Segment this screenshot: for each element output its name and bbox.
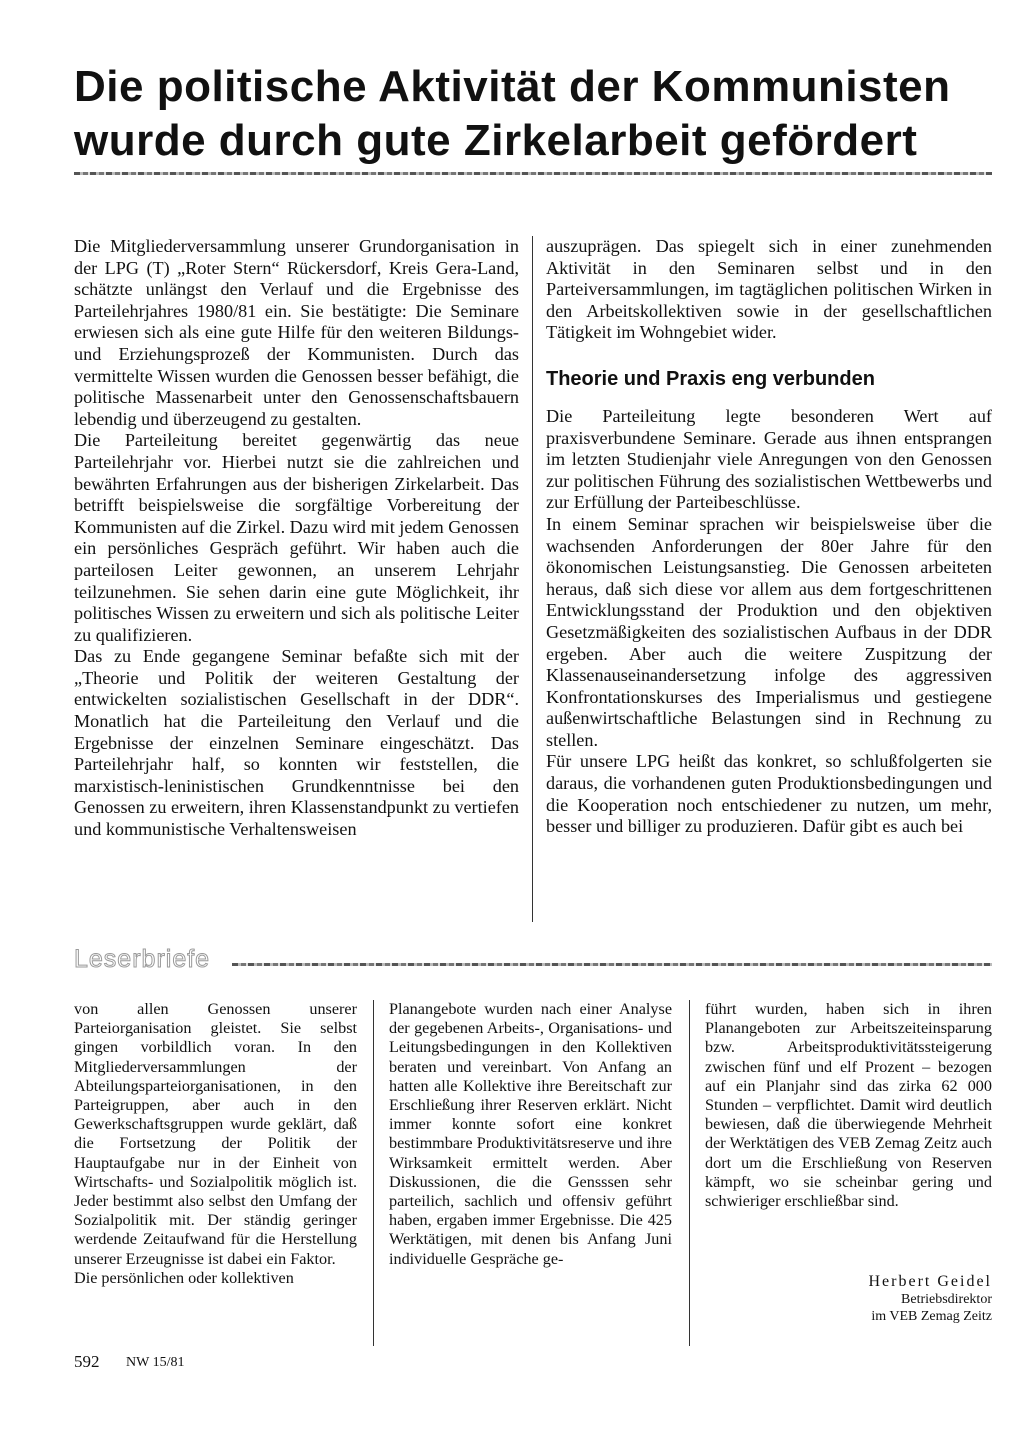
- letters-column-2: [389, 1000, 672, 1269]
- signature-role-line-1: Betriebsdirektor: [901, 1292, 992, 1307]
- title-line-1: Die politische Aktivität der Kommunisten: [74, 62, 951, 111]
- article-paragraph: Die Mitgliederversammlung unserer Grundorganisation in der LPG (T) „Roter Stern“ Rückersdorf, Kreis Gera-Land, schätzte unlängst den Verlauf und die Ergebnisse des Parteilehrjahres 1980/81 ein. Sie bestätigte: Die Seminare erwiesen sich als eine gute Hilfe für den weiteren Bildungs- und Erziehungsprozeß der Kommunisten. Durch das vermittelte Wissen wurden die Genossen besser befähigt, die politische Massenarbeit unter den Genossenschaftsbauern lebendig und überzeugend zu gestalten.: [74, 236, 519, 429]
- signature-role-line-2: im VEB Zemag Zeitz: [871, 1309, 992, 1324]
- signature-name: Herbert Geidel: [868, 1273, 992, 1290]
- letters-column-1: [74, 1000, 357, 1288]
- article-paragraph: In einem Seminar sprachen wir beispielsweise über die wachsenden Anforderungen der 80er Jahre für den ökonomischen Leistungsanstieg. Die Genossen arbeiteten heraus, daß sich diese vor allem aus dem fortgeschrittenen Entwicklungsstand der Produktion und den objektiven Gesetzmäßigkeiten des sozialistischen Aufbaus in der DDR ergeben. Aber auch die weitere Zuspitzung der Klassenauseinandersetzung infolge des aggressiven Konfrontationskurses des Imperialismus und gestiegene außenwirtschaftliche Belastungen sind in Rechnung zu stellen.: [546, 513, 992, 750]
- issue-reference: NW 15/81: [126, 1355, 185, 1370]
- article-paragraph: Die Parteileitung bereitet gegenwärtig das neue Parteilehrjahr vor. Hierbei nutzt sie die zahlreichen und bewährten Erfahrungen aus der bisherigen Zirkelarbeit. Das betrifft beispielsweise die sorgfältige Vorbereitung der Kommunisten auf die Zirkel. Dazu wird mit jedem Genossen ein persönliches Gespräch geführt. Wir haben auch die parteilosen Leiter gewonnen, an unserem Lehrjahr teilzunehmen. Sie sehen darin eine gute Möglichkeit, ihr politisches Wissen zu erweitern und sich als politische Leiter zu qualifizieren.: [74, 430, 519, 645]
- title-line-2: wurde durch gute Zirkelarbeit gefördert: [74, 116, 918, 165]
- article-column-divider: [532, 236, 533, 922]
- article-title: [74, 60, 974, 168]
- letters-column-divider-2: [689, 1000, 690, 1346]
- title-underline-rule: [74, 172, 992, 175]
- letter-paragraph: von allen Genossen unserer Parteiorganisation gleistet. Sie selbst gingen vorbildlich voran. In den Mitgliederversammlungen der Abteilungsparteiorganisationen, in den Parteigruppen, aber auch in den Gewerkschaftsgruppen wurde geklärt, daß die Fortsetzung der Politik der Hauptaufgabe nur in der Einheit von Wirtschafts- und Sozialpolitik möglich ist. Jeder bestimmt also selbst den Umfang der Sozialpolitik mit. Der ständig geringer werdende Zeitaufwand für die Herstellung unserer Erzeugnisse ist dabei ein Faktor.: [74, 1000, 357, 1268]
- article-paragraph: Für unsere LPG heißt das konkret, so schlußfolgerten sie daraus, die vorhandenen guten Produktionsbedingungen und die Kooperation noch entschiedener zu nutzen, um mehr, besser und billiger zu produzieren. Dafür gibt es auch bei: [546, 751, 992, 837]
- article-paragraph: auszuprägen. Das spiegelt sich in einer zunehmenden Aktivität in den Seminaren selbst und in den Parteiversammlungen, im tagtäglichen politischen Wirken in den Arbeitskollektiven sowie in der gesellschaftlichen Tätigkeit im Wohngebiet wider.: [546, 236, 992, 343]
- section-subheading: Theorie und Praxis eng verbunden: [546, 367, 875, 390]
- article-paragraph: Die Parteileitung legte besonderen Wert auf praxisverbundene Seminare. Gerade aus ihnen entsprangen im letzten Studienjahr viele Anregungen von den Genossen zur politischen Führung des sozialistischen Wettbewerbs und zur Erfüllung der Parteibeschlüsse.: [546, 405, 992, 513]
- letters-column-3: [705, 1000, 992, 1211]
- page-number: 592: [74, 1352, 100, 1371]
- letters-column-divider-1: [373, 1000, 374, 1346]
- letter-paragraph: Planangebote wurden nach einer Analyse der gegebenen Arbeits-, Organisations- und Leitungsbedingungen in den Kollektiven beraten und vereinbart. Von Anfang an hatten alle Kollektive ihre Bereitschaft zur Erschließung ihrer Reserven erklärt. Nicht immer konnte sofort eine konkret bestimmbare Produktivitätsreserve und ihre Wirksamkeit ermittelt werden. Aber Diskussionen, die die Gensssen sehr parteilich, sachlich und offensiv geführt haben, ergaben immer Ergebnisse. Die 425 Werktätigen, mit denen bis Anfang Juni individuelle Gespräche ge-: [389, 1000, 672, 1268]
- letters-section-label: Leserbriefe: [74, 945, 211, 973]
- letter-paragraph: führt wurden, haben sich in ihren Planangeboten zur Arbeitszeiteinsparung bzw. Arbeitsproduktivitätssteigerung zwischen fünf und elf Prozent – bezogen auf ein Planjahr sind das zirka 62 000 Stunden – verpflichtet. Damit wird deutlich bewiesen, daß die überwiegende Mehrheit der Werktätigen des VEB Zemag Zeitz auch dort um die Erschließung von Reserven kämpft, wo sie scheinbar gering und schwieriger erschließbar sind.: [705, 1000, 992, 1211]
- article-column-1: [74, 236, 519, 841]
- letter-paragraph: Die persönlichen oder kollektiven: [74, 1268, 294, 1287]
- letters-header-rule: [232, 963, 992, 966]
- article-paragraph: Das zu Ende gegangene Seminar befaßte sich mit der „Theorie und Politik der weiteren Gestaltung der entwickelten sozialistischen Gesellschaft in der DDR“. Monatlich hat die Parteileitung den Verlauf und die Ergebnisse der einzelnen Seminare eingeschätzt. Das Parteilehrjahr half, so konnten wir feststellen, die marxistisch-leninistischen Grundkenntnisse bei den Genossen zu erweitern, ihren Klassenstandpunkt zu vertiefen und kommunistische Verhaltensweisen: [74, 646, 519, 840]
- letter-signature: [705, 1273, 992, 1325]
- article-column-2: [546, 236, 992, 838]
